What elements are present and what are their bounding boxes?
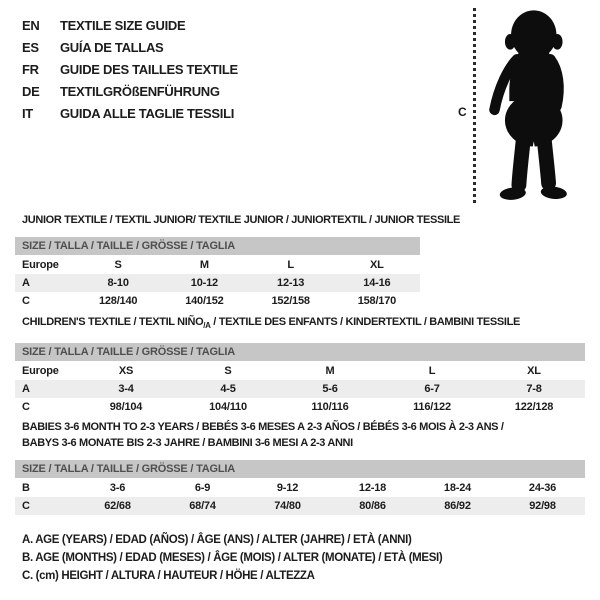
table-cell: 24-36 — [528, 482, 557, 494]
table-cell: 12-13 — [277, 277, 305, 289]
language-code: ES — [22, 39, 39, 55]
table-cell: M — [325, 365, 335, 378]
table-row — [15, 362, 585, 380]
table-title-text: BABYS 3-6 MONATE BIS 2-3 JAHRE / BAMBINI 3-6 MESI A 2-3 ANNI — [22, 437, 353, 449]
table-row — [15, 497, 585, 515]
size-table — [15, 460, 585, 515]
table-row — [15, 292, 420, 310]
table-cell: 92/98 — [529, 500, 556, 512]
table-cell: XS — [118, 365, 134, 378]
table-section — [15, 212, 585, 310]
table-cell: 10-12 — [190, 277, 218, 289]
language-row — [22, 80, 238, 102]
table-cell: 9-12 — [276, 482, 299, 494]
table-cell: M — [199, 259, 209, 271]
table-header-bar: SIZE / TALLA / TAILLE / GRÖSSE / TAGLIA — [15, 237, 420, 255]
language-code: DE — [22, 83, 40, 99]
table-cell: 6-7 — [424, 383, 440, 396]
table-cell: 122/128 — [514, 401, 554, 414]
table-title — [22, 212, 585, 228]
row-label: C — [22, 401, 30, 414]
table-cell: 8-10 — [107, 277, 129, 289]
footnote-c: C. (cm) HEIGHT / ALTURA / HAUTEUR / HÖHE / ALTEZZA — [22, 570, 315, 582]
table-cell: 68/74 — [189, 500, 216, 512]
table-cell: S — [224, 365, 232, 378]
table-section — [15, 419, 585, 515]
table-cell: 116/122 — [413, 401, 451, 414]
language-row — [22, 102, 238, 124]
language-label: TEXTILE SIZE GUIDE — [60, 17, 186, 33]
footnote-b: B. AGE (MONTHS) / EDAD (MESES) / ÂGE (MOIS) / ALTER (MONATE) / ETÀ (MESI) — [22, 552, 443, 564]
table-title — [22, 419, 585, 435]
table-cell: 7-8 — [526, 383, 542, 396]
table-section — [15, 314, 585, 416]
table-cell: 80/86 — [359, 500, 386, 512]
table-header-bar: SIZE / TALLA / TAILLE / GRÖSSE / TAGLIA — [15, 460, 585, 478]
row-label: A — [22, 277, 30, 289]
table-cell: 3-6 — [109, 482, 126, 494]
height-marker-label: C — [458, 105, 467, 119]
language-label: GUÍA DE TALLAS — [60, 39, 164, 55]
table-title-text: / TEXTILE DES ENFANTS / KINDERTEXTIL / BAMBINI TESSILE — [210, 316, 520, 328]
table-title — [22, 435, 585, 451]
row-label: C — [22, 295, 30, 307]
table-cell: XL — [370, 259, 384, 271]
language-label: GUIDA ALLE TAGLIE TESSILI — [60, 105, 235, 121]
row-label: B — [22, 482, 30, 494]
table-cell: 86/92 — [444, 500, 471, 512]
language-row — [22, 14, 238, 36]
language-title-list — [22, 14, 238, 124]
table-cell: 5-6 — [322, 383, 338, 396]
language-code: EN — [22, 17, 40, 33]
table-title — [22, 314, 585, 334]
height-dotted-line — [473, 8, 476, 206]
table-cell: 110/116 — [311, 401, 349, 414]
table-cell: 104/110 — [209, 401, 247, 414]
table-cell: 12-18 — [358, 482, 387, 494]
table-cell: 158/170 — [357, 295, 397, 307]
language-code: FR — [22, 61, 39, 77]
table-title-text: CHILDREN'S TEXTILE / TEXTIL NIÑO — [22, 316, 204, 328]
table-cell: 14-16 — [363, 277, 391, 289]
table-cell: XL — [527, 365, 541, 378]
table-cell: L — [428, 365, 436, 378]
table-header-bar: SIZE / TALLA / TAILLE / GRÖSSE / TAGLIA — [15, 343, 585, 361]
size-table — [15, 343, 585, 416]
table-cell: L — [287, 259, 294, 271]
footnote-a: A. AGE (YEARS) / EDAD (AÑOS) / ÂGE (ANS) / ALTER (JAHRE) / ETÀ (ANNI) — [22, 534, 412, 546]
table-row — [15, 380, 585, 398]
row-label: A — [22, 383, 30, 396]
table-title-text: BABIES 3-6 MONTH TO 2-3 YEARS / BEBÉS 3-6 MESES A 2-3 AÑOS / BÉBÉS 3-6 MOIS À 2-3 ANS / — [22, 421, 504, 433]
table-row — [15, 274, 420, 292]
table-cell: 6-9 — [194, 482, 211, 494]
table-row — [15, 256, 420, 274]
row-label: C — [22, 500, 30, 512]
language-row — [22, 58, 238, 80]
table-cell: 74/80 — [274, 500, 301, 512]
footnotes — [22, 531, 442, 585]
baby-silhouette-icon — [484, 8, 580, 210]
table-cell: S — [114, 259, 122, 271]
table-cell: 128/140 — [98, 295, 138, 307]
language-row — [22, 36, 238, 58]
table-cell: 140/152 — [185, 295, 224, 307]
table-title-text: JUNIOR TEXTILE / TEXTIL JUNIOR/ TEXTILE JUNIOR / JUNIORTEXTIL / JUNIOR TESSILE — [22, 214, 461, 226]
table-cell: 62/68 — [104, 500, 131, 512]
table-cell: 18-24 — [443, 482, 472, 494]
size-table — [15, 237, 420, 310]
language-code: IT — [22, 105, 33, 121]
height-measure-figure — [440, 6, 590, 214]
table-row — [15, 398, 585, 416]
language-label: TEXTILGRÖßENFÜHRUNG — [60, 83, 220, 99]
language-label: GUIDE DES TAILLES TEXTILE — [60, 61, 238, 77]
row-label: Europe — [22, 259, 59, 271]
table-cell: 4-5 — [220, 383, 236, 396]
table-title-text: /A — [203, 321, 211, 331]
table-cell: 152/158 — [271, 295, 310, 307]
table-cell: 3-4 — [118, 383, 134, 396]
table-cell: 98/104 — [109, 401, 143, 414]
row-label: Europe — [22, 365, 59, 378]
table-row — [15, 479, 585, 497]
